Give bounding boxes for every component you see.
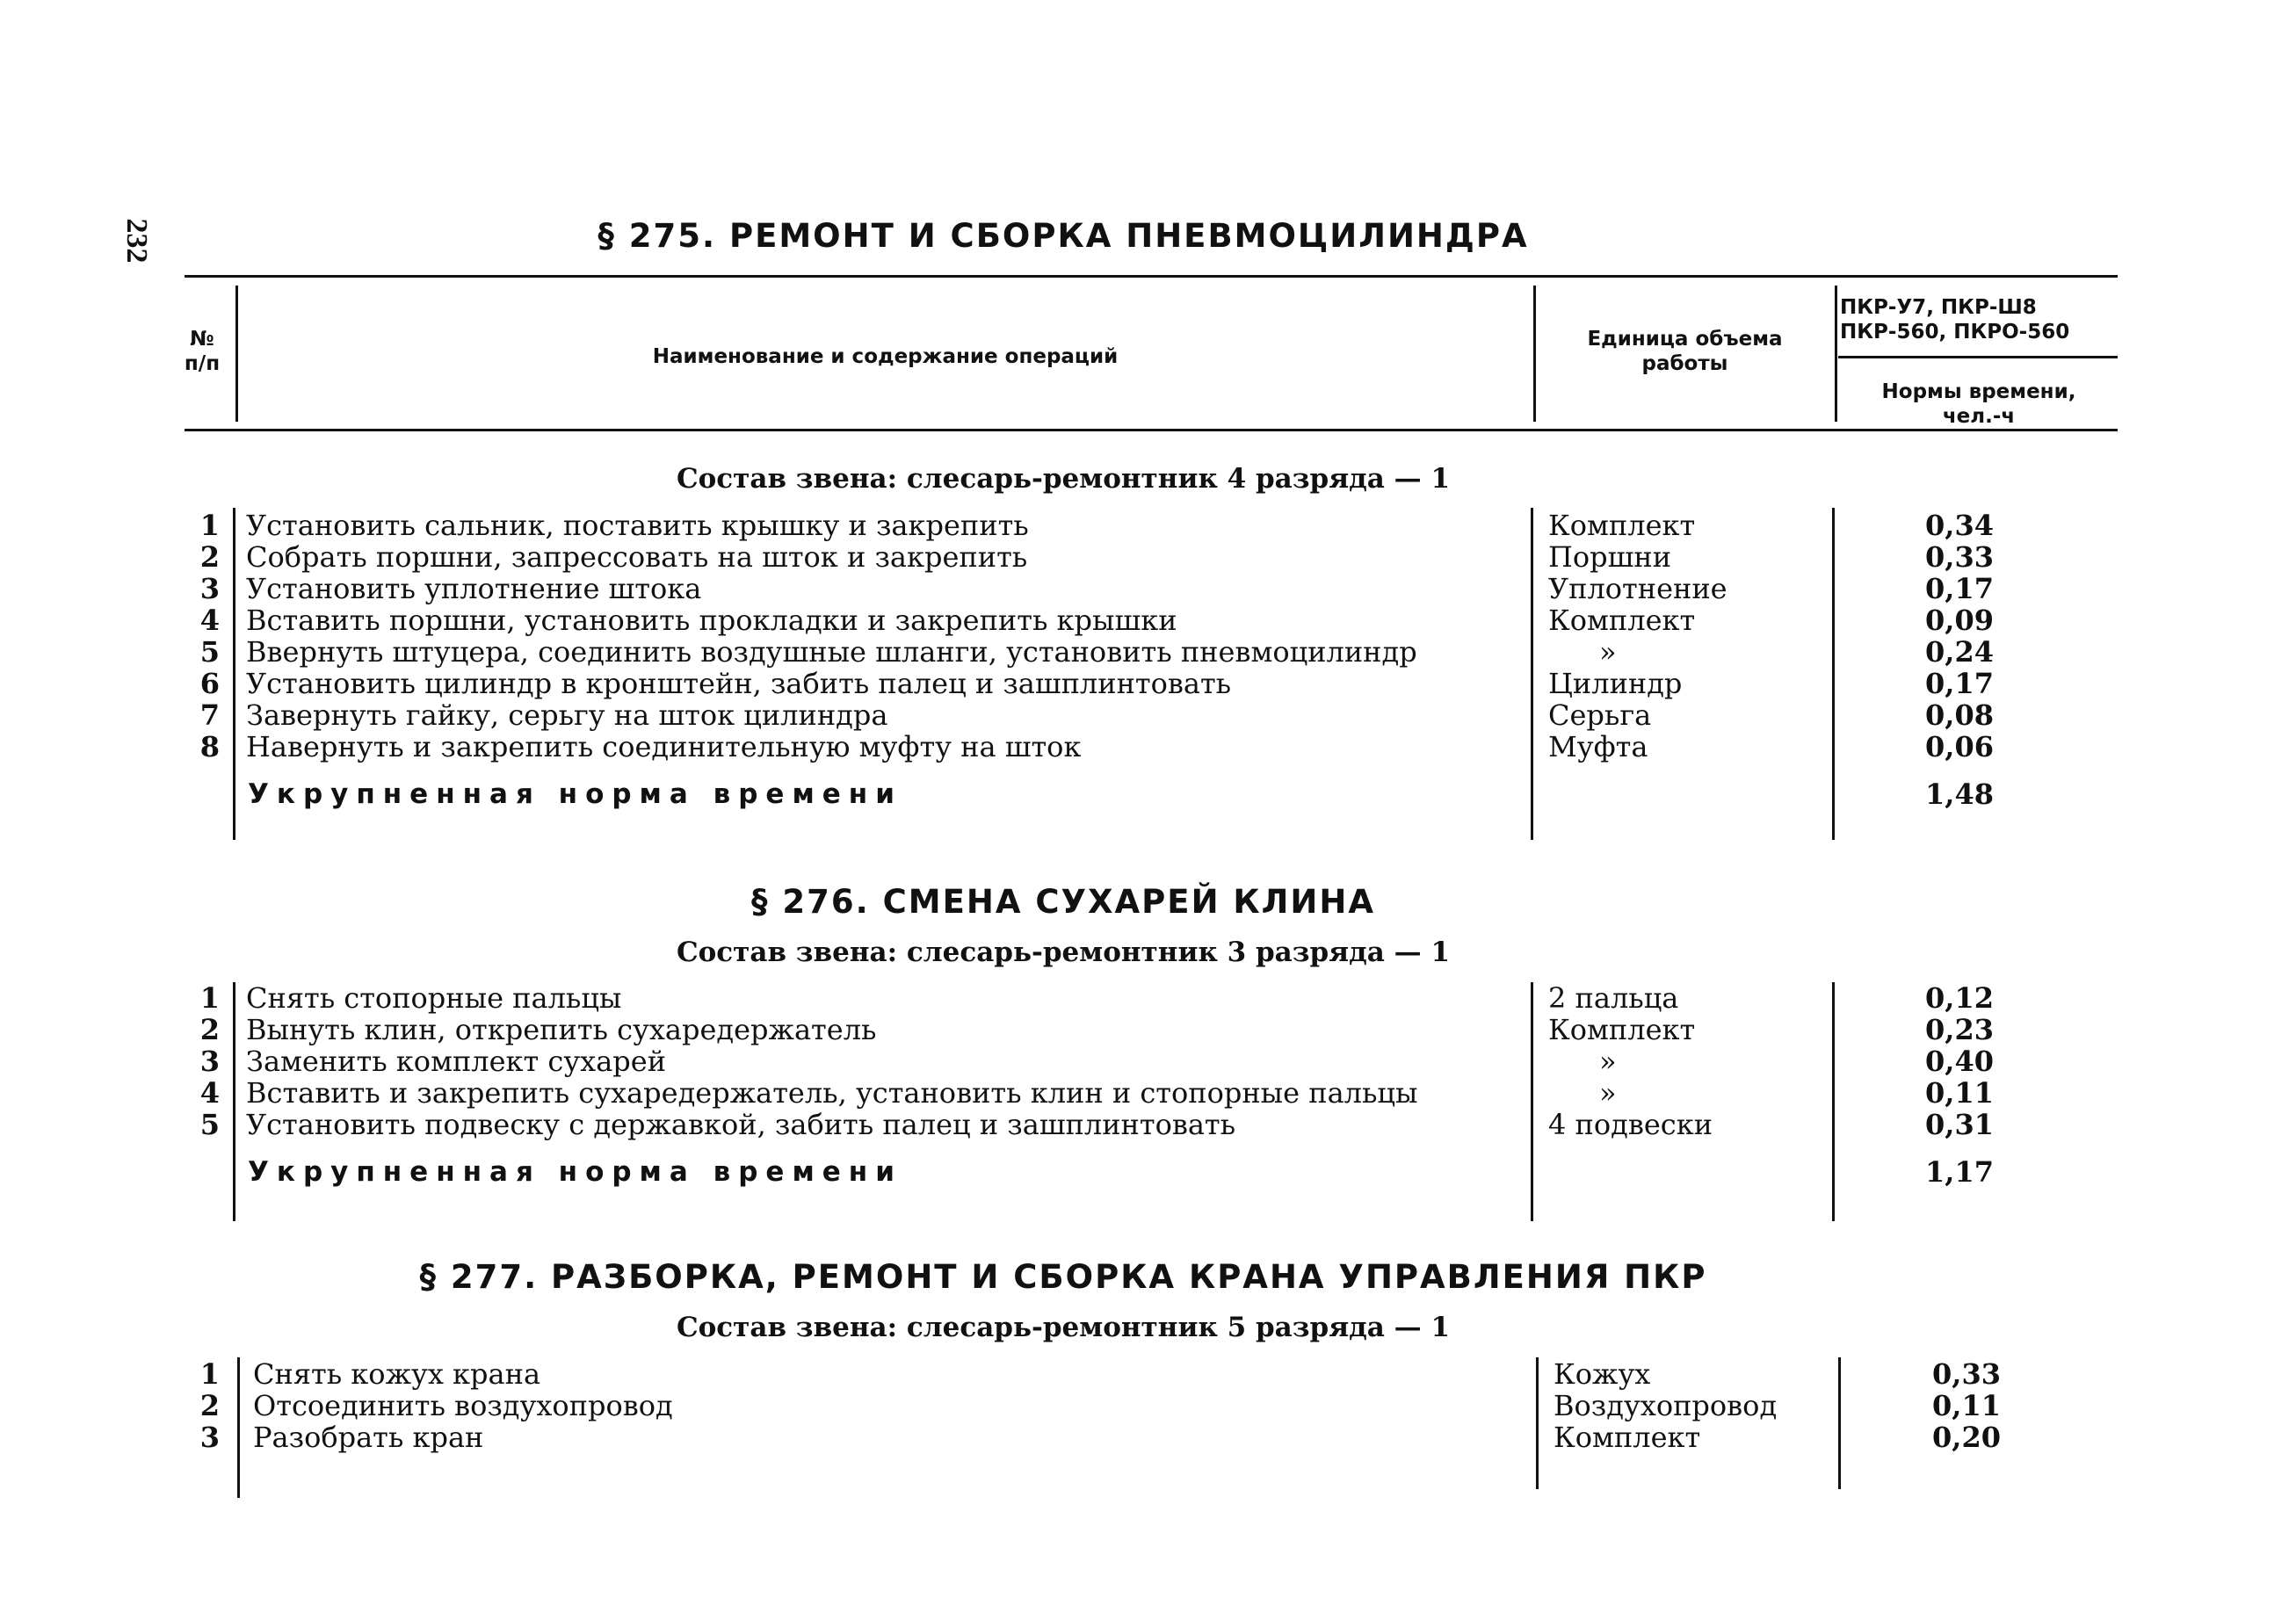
row-operation: Снять стопорные пальцы <box>246 981 622 1015</box>
row-operation: Установить уплотнение штока <box>246 572 702 605</box>
row-unit: Цилиндр <box>1548 667 1683 700</box>
row-norm: 0,11 <box>1925 1076 1994 1110</box>
table-row <box>185 668 2118 699</box>
table-row <box>185 541 2118 573</box>
header-divider <box>1835 286 1837 422</box>
row-number: 5 <box>199 635 220 669</box>
table-row <box>185 1358 2118 1390</box>
row-norm: 0,11 <box>1932 1389 2001 1422</box>
page-number: 232 <box>120 218 153 264</box>
row-unit: 4 подвески <box>1548 1108 1713 1141</box>
row-operation: Навернуть и закрепить соединительную муфту на шток <box>246 730 1082 763</box>
row-unit: 2 пальца <box>1548 981 1679 1015</box>
row-operation: Ввернуть штуцера, соединить воздушные шланги, установить пневмоцилиндр <box>246 635 1417 669</box>
row-norm: 0,06 <box>1925 730 1994 763</box>
row-number: 8 <box>199 730 220 763</box>
section-title-277: § 277. РАЗБОРКА, РЕМОНТ И СБОРКА КРАНА УПРАВЛЕНИЯ ПКР <box>419 1258 1707 1296</box>
crew-composition-275: Состав звена: слесарь-ремонтник 4 разряда — 1 <box>676 463 1451 495</box>
row-operation: Разобрать кран <box>253 1421 484 1454</box>
table-row <box>185 1421 2118 1453</box>
row-unit: Муфта <box>1548 730 1648 763</box>
row-norm: 0,08 <box>1925 698 1994 732</box>
row-unit: Кожух <box>1554 1357 1651 1391</box>
header-operation-name: Наименование и содержание операций <box>652 345 1119 368</box>
row-unit: Комплект <box>1554 1421 1701 1454</box>
table-row <box>185 982 2118 1014</box>
row-number: 3 <box>199 1045 220 1078</box>
total-label: Укрупненная норма времени <box>248 1156 902 1188</box>
table-row <box>185 573 2118 604</box>
table-row <box>185 699 2118 731</box>
row-number: 2 <box>199 1013 220 1046</box>
section-title-276: § 276. СМЕНА СУХАРЕЙ КЛИНА <box>751 883 1375 921</box>
table-row <box>185 636 2118 668</box>
table-row <box>185 1077 2118 1109</box>
row-operation: Вставить и закрепить сухаредержатель, установить клин и стопорные пальцы <box>246 1076 1418 1110</box>
row-norm: 0,34 <box>1925 509 1994 542</box>
row-number: 3 <box>199 1421 220 1454</box>
header-top-rule <box>185 275 2118 278</box>
row-operation: Вставить поршни, установить прокладки и закрепить крышки <box>246 604 1177 637</box>
row-unit: Воздухопровод <box>1554 1389 1778 1422</box>
row-operation: Отсоединить воздухопровод <box>253 1389 673 1422</box>
row-operation: Установить сальник, поставить крышку и закрепить <box>246 509 1029 542</box>
total-value: 1,48 <box>1925 778 1994 811</box>
row-norm: 0,31 <box>1925 1108 1994 1141</box>
row-operation: Завернуть гайку, серьгу на шток цилиндра <box>246 698 888 732</box>
row-unit: » <box>1599 1045 1617 1078</box>
row-unit: Комплект <box>1548 509 1696 542</box>
total-value: 1,17 <box>1925 1155 1994 1189</box>
row-norm: 0,23 <box>1925 1013 1994 1046</box>
row-number: 7 <box>199 698 220 732</box>
header-unit: Единица объема работы <box>1587 328 1783 375</box>
row-norm: 0,20 <box>1932 1421 2001 1454</box>
row-unit: Комплект <box>1548 1013 1696 1046</box>
row-norm: 0,33 <box>1925 540 1994 574</box>
header-time-norm: Нормы времени, чел.-ч <box>1881 380 2076 428</box>
row-unit: Серьга <box>1548 698 1652 732</box>
table-row <box>185 1390 2118 1421</box>
table-row <box>185 1045 2118 1077</box>
row-number: 2 <box>199 540 220 574</box>
row-norm: 0,24 <box>1925 635 1994 669</box>
row-norm: 0,17 <box>1925 572 1994 605</box>
row-number: 1 <box>199 1357 220 1391</box>
header-bottom-rule <box>185 429 2118 431</box>
row-unit: Комплект <box>1548 604 1696 637</box>
header-divider <box>1533 286 1536 422</box>
row-number: 4 <box>199 604 220 637</box>
row-number: 5 <box>199 1108 220 1141</box>
table-row <box>185 604 2118 636</box>
header-models: ПКР-У7, ПКР-Ш8 ПКР-560, ПКРО-560 <box>1840 296 2070 344</box>
row-norm: 0,17 <box>1925 667 1994 700</box>
row-operation: Вынуть клин, открепить сухаредержатель <box>246 1013 877 1046</box>
row-operation: Собрать поршни, запрессовать на шток и закрепить <box>246 540 1028 574</box>
row-norm: 0,09 <box>1925 604 1994 637</box>
row-number: 3 <box>199 572 220 605</box>
row-operation: Установить цилиндр в кронштейн, забить палец и зашплинтовать <box>246 667 1232 700</box>
row-unit: » <box>1599 635 1617 669</box>
crew-composition-276: Состав звена: слесарь-ремонтник 3 разряда — 1 <box>676 937 1451 968</box>
row-operation: Заменить комплект сухарей <box>246 1045 667 1078</box>
table-row <box>185 731 2118 763</box>
row-norm: 0,33 <box>1932 1357 2001 1391</box>
table-row <box>185 510 2118 541</box>
table-row <box>185 1109 2118 1140</box>
row-norm: 0,12 <box>1925 981 1994 1015</box>
crew-composition-277: Состав звена: слесарь-ремонтник 5 разряда — 1 <box>676 1312 1451 1343</box>
row-number: 4 <box>199 1076 220 1110</box>
row-number: 1 <box>199 509 220 542</box>
header-sub-rule <box>1838 356 2118 358</box>
row-norm: 0,40 <box>1925 1045 1994 1078</box>
row-number: 1 <box>199 981 220 1015</box>
row-number: 6 <box>199 667 220 700</box>
table-row <box>185 1014 2118 1045</box>
header-number: № п/п <box>184 328 221 375</box>
row-unit: Поршни <box>1548 540 1672 574</box>
row-operation: Установить подвеску с державкой, забить палец и зашплинтовать <box>246 1108 1236 1141</box>
row-unit: Уплотнение <box>1548 572 1727 605</box>
row-unit: » <box>1599 1076 1617 1110</box>
section-title-275: § 275. РЕМОНТ И СБОРКА ПНЕВМОЦИЛИНДРА <box>598 217 1529 255</box>
row-number: 2 <box>199 1389 220 1422</box>
row-operation: Снять кожух крана <box>253 1357 541 1391</box>
header-divider <box>235 286 238 422</box>
total-label: Укрупненная норма времени <box>248 778 902 810</box>
